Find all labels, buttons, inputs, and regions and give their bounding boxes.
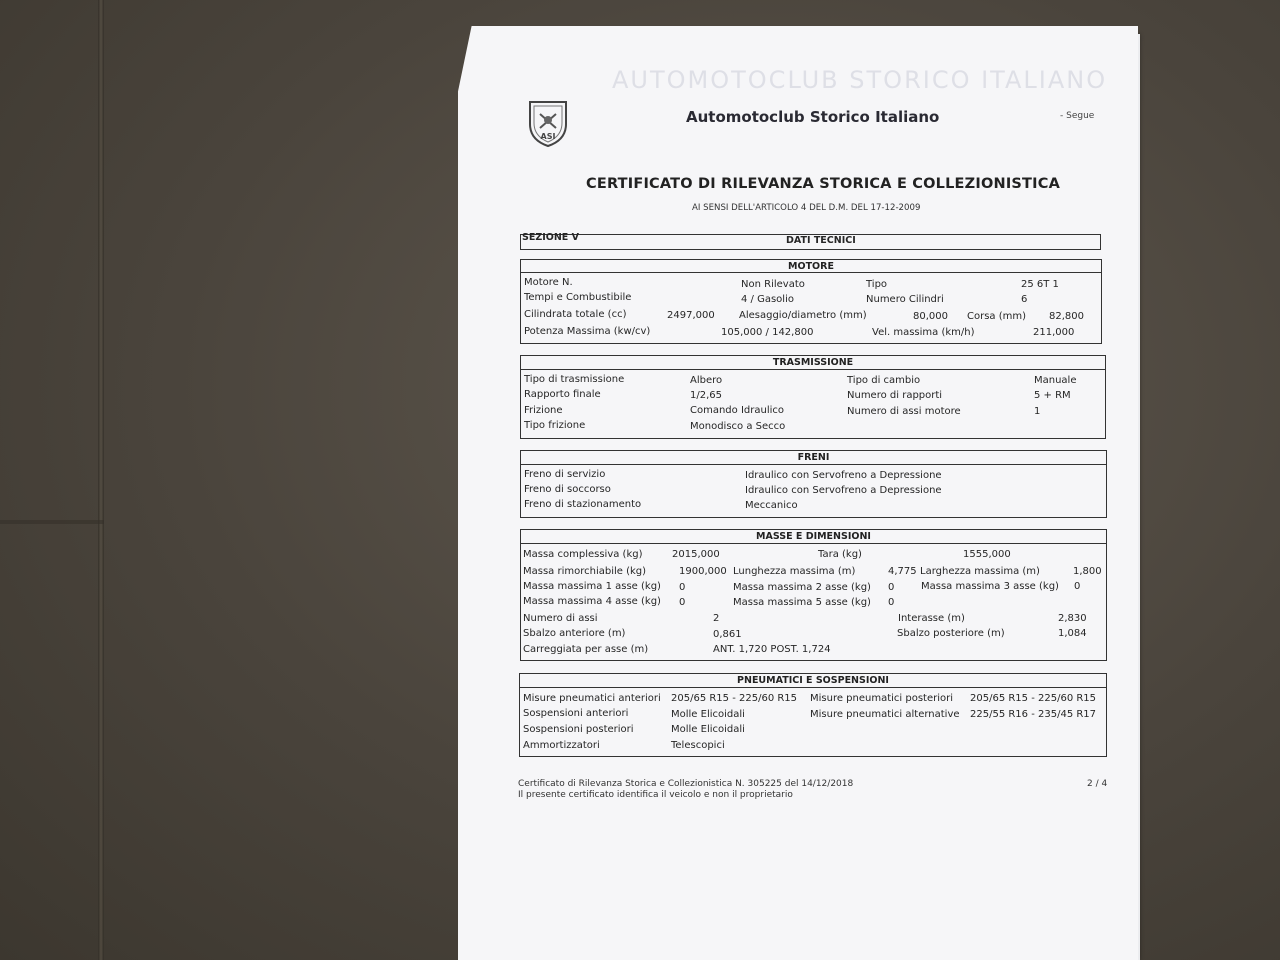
trasmissione-label: Tipo di cambio: [847, 375, 921, 386]
trasmissione-label: Frizione: [524, 405, 563, 416]
logo-text: ASI: [540, 132, 556, 141]
masse-value: 2: [713, 613, 720, 624]
show-through-header: AUTOMOTOCLUB STORICO ITALIANO: [612, 66, 1108, 94]
motore-value: Non Rilevato: [741, 279, 805, 290]
motore-label: Tempi e Combustibile: [524, 292, 632, 303]
motore-label: Alesaggio/diametro (mm): [739, 310, 867, 321]
trasmissione-label: Rapporto finale: [524, 389, 601, 400]
pneumatici-value: Telescopici: [671, 740, 725, 751]
motore-label: Vel. massima (km/h): [872, 327, 975, 338]
page-number: 2 / 4: [1087, 779, 1108, 789]
trasmissione-value: 5 + RM: [1034, 390, 1071, 401]
masse-value: 1555,000: [963, 549, 1011, 560]
freni-label: Freno di servizio: [524, 469, 606, 480]
motore-label: Cilindrata totale (cc): [524, 309, 627, 320]
motore-value: 82,800: [1049, 311, 1084, 322]
trasmissione-value: Manuale: [1034, 375, 1077, 386]
pneumatici-label: Sospensioni posteriori: [523, 724, 634, 735]
trasmissione-label: Numero di assi motore: [847, 406, 961, 417]
pneumatici-label: Misure pneumatici alternative: [810, 709, 960, 720]
freni-value: Meccanico: [745, 500, 798, 511]
masse-value: 0: [679, 582, 686, 593]
footer-disclaimer: Il presente certificato identifica il veicolo e non il proprietario: [518, 790, 793, 800]
masse-label: Massa massima 5 asse (kg): [733, 597, 871, 608]
masse-value: 1,084: [1058, 628, 1087, 639]
pneumatici-value: 205/65 R15 - 225/60 R15: [671, 693, 798, 704]
motore-value: 25 6T 1: [1021, 279, 1059, 290]
certificate-subtitle: AI SENSI DELL'ARTICOLO 4 DEL D.M. DEL 17-12-2009: [692, 203, 921, 213]
footer-certificate-number: Certificato di Rilevanza Storica e Collezionistica N. 305225 del 14/12/2018: [518, 779, 854, 789]
pneumatici-value: Molle Elicoidali: [671, 724, 745, 735]
certificate-title: CERTIFICATO DI RILEVANZA STORICA E COLLEZIONISTICA: [586, 176, 1061, 192]
masse-label: Larghezza massima (m): [920, 566, 1040, 577]
masse-value: 0: [1074, 581, 1081, 592]
masse-value: ANT. 1,720 POST. 1,724: [713, 644, 831, 655]
organization-name: Automotoclub Storico Italiano: [686, 108, 940, 126]
trasmissione-value: Monodisco a Secco: [690, 421, 786, 432]
masse-label: Tara (kg): [818, 549, 862, 560]
motore-label: Corsa (mm): [967, 311, 1027, 322]
motore-value: 4 / Gasolio: [741, 294, 794, 305]
masse-value: 0: [679, 597, 686, 608]
motore-header: MOTORE: [520, 259, 1102, 273]
motore-value: 2497,000: [667, 310, 715, 321]
freni-label: Freno di soccorso: [524, 484, 611, 495]
masse-label: Sbalzo anteriore (m): [523, 628, 626, 639]
masse-value: 0: [888, 582, 895, 593]
motore-label: Motore N.: [524, 277, 573, 288]
motore-value: 211,000: [1033, 327, 1075, 338]
pneumatici-label: Misure pneumatici posteriori: [810, 693, 954, 704]
masse-label: Massa massima 2 asse (kg): [733, 582, 871, 593]
motore-label: Tipo: [866, 279, 888, 290]
motore-value: 105,000 / 142,800: [721, 327, 814, 338]
upholstery-seam: [98, 0, 104, 960]
freni-label: Freno di stazionamento: [524, 499, 642, 510]
freni-value: Idraulico con Servofreno a Depressione: [745, 470, 942, 481]
upholstery-seam: [0, 520, 104, 524]
pneumatici-value: 225/55 R16 - 235/45 R17: [970, 709, 1097, 720]
masse-label: Sbalzo posteriore (m): [897, 628, 1005, 639]
section-label: SEZIONE V: [522, 232, 579, 243]
masse-label: Massa massima 4 asse (kg): [523, 596, 661, 607]
masse-label: Massa massima 3 asse (kg): [921, 581, 1059, 592]
masse-label: Carreggiata per asse (m): [523, 644, 649, 655]
motore-value: 80,000: [913, 311, 948, 322]
trasmissione-value: Albero: [690, 375, 723, 386]
masse-label: Lunghezza massima (m): [733, 566, 856, 577]
trasmissione-header: TRASMISSIONE: [520, 355, 1106, 370]
trasmissione-value: Comando Idraulico: [690, 405, 784, 416]
masse-value: 1,800: [1073, 566, 1102, 577]
freni-header: FRENI: [520, 450, 1107, 465]
motore-label: Numero Cilindri: [866, 294, 944, 305]
pneumatici-header: PNEUMATICI E SOSPENSIONI: [519, 673, 1107, 688]
masse-header: MASSE E DIMENSIONI: [520, 529, 1107, 544]
pneumatici-label: Misure pneumatici anteriori: [523, 693, 661, 704]
trasmissione-label: Tipo frizione: [524, 420, 586, 431]
section-title: DATI TECNICI: [786, 235, 856, 246]
pneumatici-value: Molle Elicoidali: [671, 709, 745, 720]
pneumatici-value: 205/65 R15 - 225/60 R15: [970, 693, 1097, 704]
freni-value: Idraulico con Servofreno a Depressione: [745, 485, 942, 496]
masse-value: 4,775: [888, 566, 917, 577]
pneumatici-label: Sospensioni anteriori: [523, 708, 629, 719]
masse-value: 0,861: [713, 629, 742, 640]
motore-label: Potenza Massima (kw/cv): [524, 326, 651, 337]
masse-value: 2015,000: [672, 549, 720, 560]
masse-label: Numero di assi: [523, 613, 598, 624]
masse-value: 0: [888, 597, 895, 608]
asi-logo-icon: [526, 98, 570, 148]
masse-label: Interasse (m): [898, 613, 965, 624]
trasmissione-value: 1/2,65: [690, 390, 722, 401]
trasmissione-value: 1: [1034, 406, 1041, 417]
trasmissione-label: Numero di rapporti: [847, 390, 943, 401]
pneumatici-label: Ammortizzatori: [523, 740, 600, 751]
masse-label: Massa complessiva (kg): [523, 549, 643, 560]
masse-label: Massa massima 1 asse (kg): [523, 581, 661, 592]
masse-value: 1900,000: [679, 566, 727, 577]
continuation-note: - Segue: [1060, 111, 1095, 121]
masse-value: 2,830: [1058, 613, 1087, 624]
masse-label: Massa rimorchiabile (kg): [523, 566, 647, 577]
motore-value: 6: [1021, 294, 1028, 305]
trasmissione-label: Tipo di trasmissione: [524, 374, 625, 385]
